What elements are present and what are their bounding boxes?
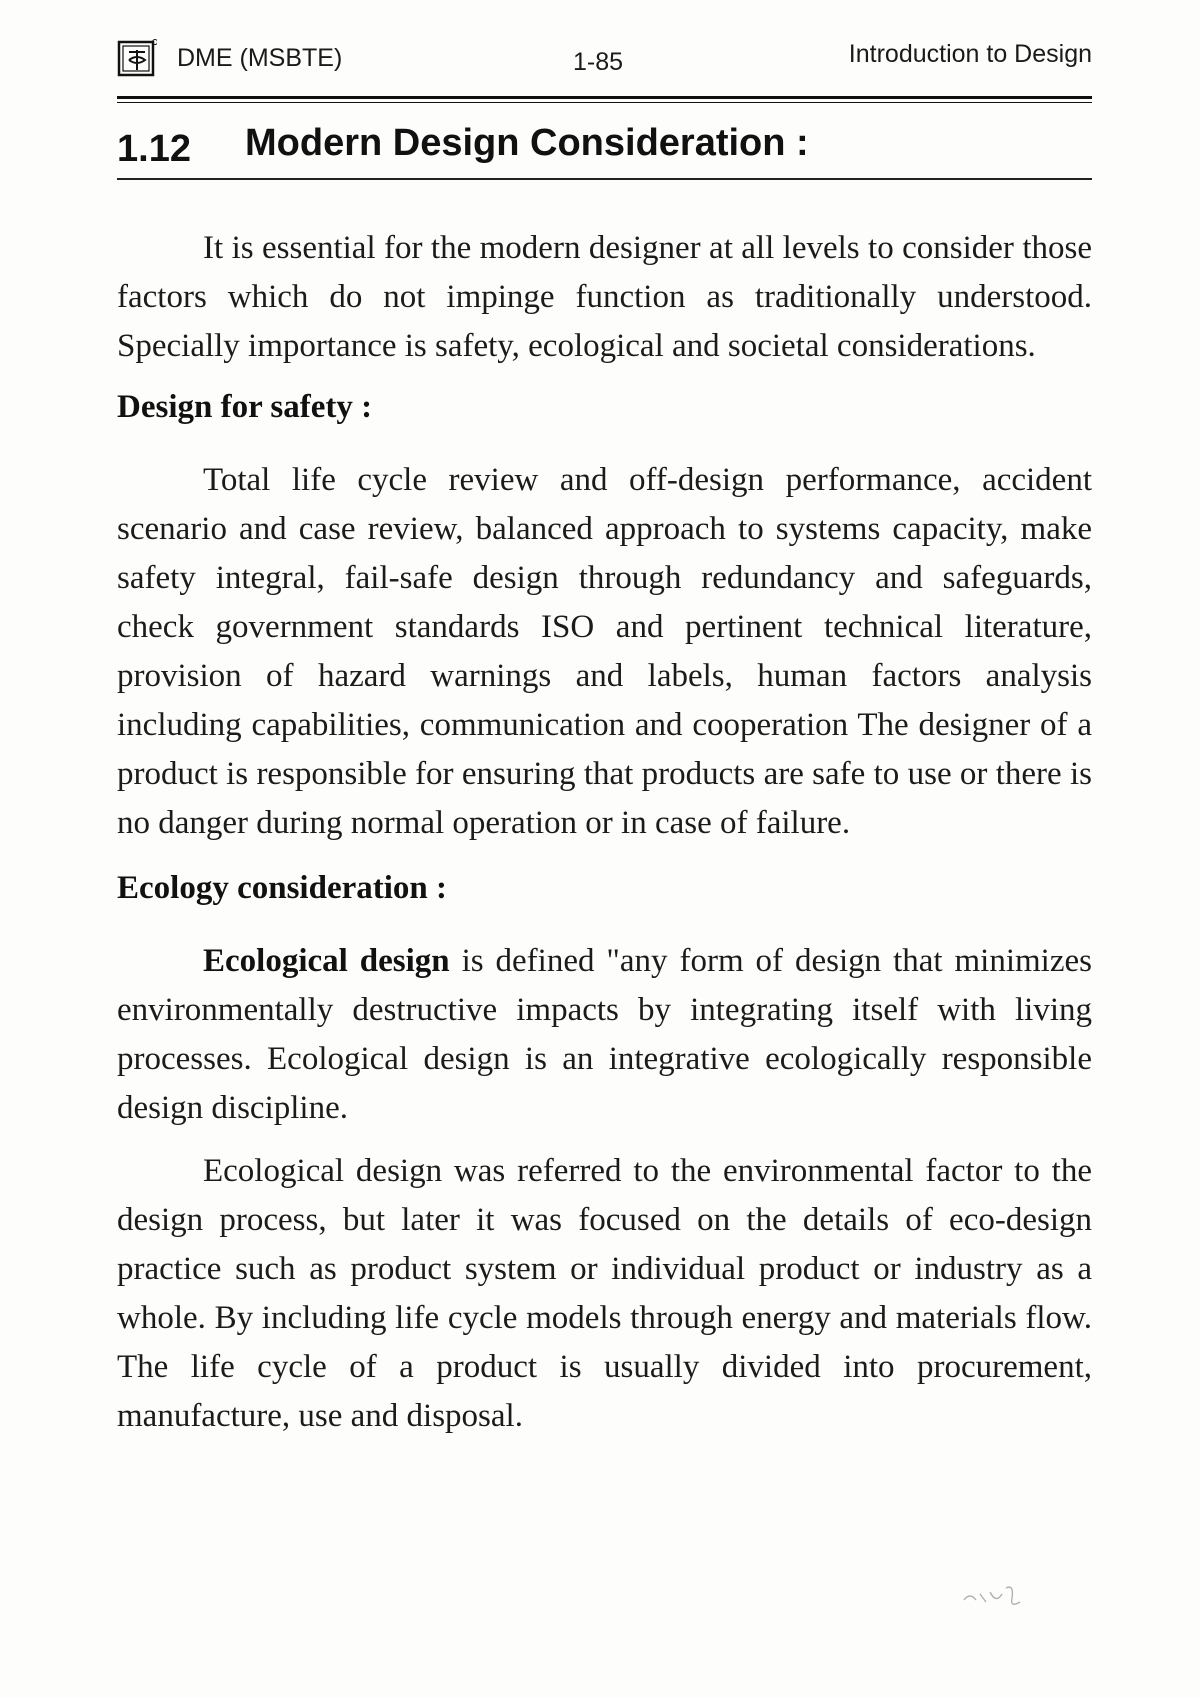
page-content (117, 30, 1092, 1441)
publisher-logo-icon (117, 38, 157, 78)
section-heading (117, 122, 1092, 182)
running-header (117, 30, 1092, 84)
header-chapter-title: Introduction to Design (848, 40, 1092, 68)
safety-paragraph: Total life cycle review and off-design performance, accident scenario and case review, balanced approach to systems capacity, make safety integral, fail-safe design through redundancy and safeguards, check government standards ISO and pertinent technical literature, provision of hazard warnings and labels, human factors analysis including capabilities, communication and cooperation The designer of a product is responsible for ensuring that products are safe to use or there is no danger during normal operation or in case of failure. (117, 462, 1092, 841)
header-rule (117, 96, 1092, 103)
ecological-definition-paragraph (117, 937, 1092, 1133)
intro-paragraph: It is essential for the modern designer at all levels to consider those factors which do not impinge function as traditionally understood. Specially importance is safety, ecological and societal considerations. (117, 230, 1092, 364)
ecological-design-term: Ecological design (203, 943, 450, 979)
ecological-definition-text: is defined "any form of design that minimizes environmentally destructive impacts by integrating itself with living processes. Ecological design is an integrative ecologically responsible design discipline. (117, 943, 1092, 1126)
ecological-history-paragraph: Ecological design was referred to the environmental factor to the design process, but later it was focused on the details of eco-design practice such as product system or individual product or industry as a whole. By including life cycle models through energy and materials flow. The life cycle of a product is usually divided into procurement, manufacture, use and disposal. (117, 1153, 1092, 1434)
section-number: 1.12 (117, 128, 191, 170)
header-page-number: 1-85 (573, 48, 624, 76)
header-book-code: DME (MSBTE) (177, 44, 343, 72)
pencil-scribble-icon (960, 1574, 1040, 1614)
ecology-heading: Ecology consideration : (117, 870, 447, 906)
safety-heading: Design for safety : (117, 389, 373, 425)
section-rule (117, 178, 1092, 180)
section-title: Modern Design Consideration : (245, 122, 809, 164)
